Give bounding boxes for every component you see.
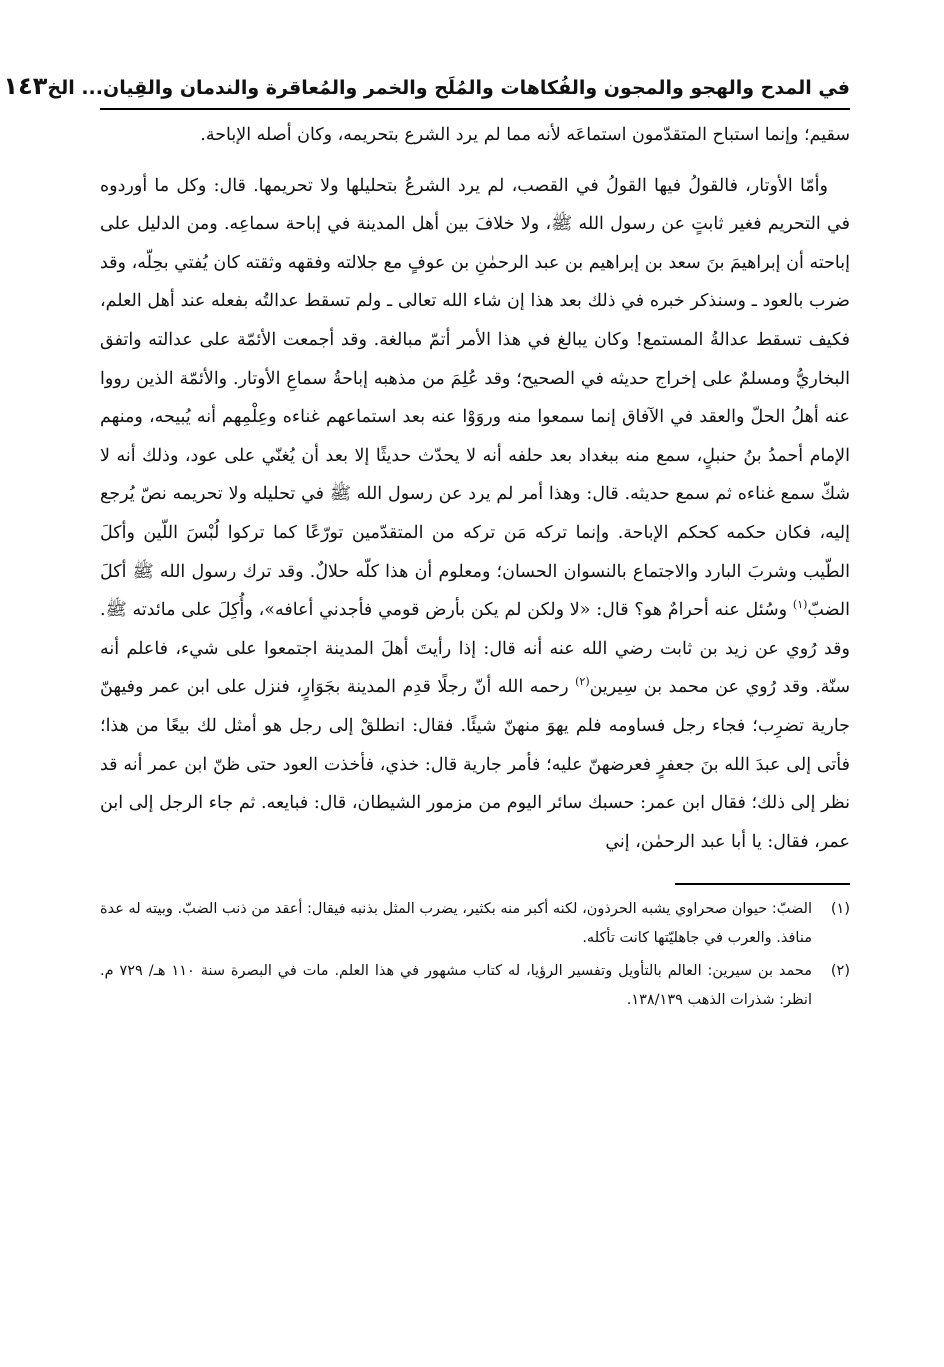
footnote-1 <box>100 895 850 953</box>
footnote-ref-1: (١) <box>792 598 808 612</box>
footnote-2-number: (٢) <box>830 963 850 980</box>
footnotes <box>100 895 850 1015</box>
running-header <box>3 60 850 110</box>
footnote-2-text: محمد بن سيرين: العالم بالتأويل وتفسير الرؤيا، له كتاب مشهور في هذا العلم. مات في البصرة سنة ١١٠ هـ/ ٧٢٩ م. انظر: شذرات الذهب ١٣٨/١٣٩. <box>100 963 812 1009</box>
body-text <box>100 116 850 861</box>
paragraph-2-part-3: رحمه الله أنّ رجلًا قدِم المدينة بجَوَارٍ، فنزل على ابن عمر وفيهنّ جارية تضرِب؛ فجاء رجل فساومه فلم يهوَ منهنّ شيئًا. فقال: انطلقْ إلى رجل هو أمثل لك بيعًا من هذا؛ فأتى إلى عبدَ الله بنَ جعفرٍ فعرضهنّ عليه؛ فأمر جارية قال: خذي، فأخذت العود حتى ظنّ ابن عمر أنه قد نظر إلى ذلك؛ فقال ابن عمر: حسبك سائر اليوم من مزمور الشيطان، قال: فبايعه. ثم جاء الرجل إلى ابن عمر، فقال: يا أبا عبد الرحمٰن، إني <box>100 677 850 852</box>
book-page <box>3 60 850 1019</box>
paragraph-1: سقيم؛ وإنما استباح المتقدّمون استماعَه لأنه مما لم يرد الشرع بتحريمه، وكان أصله الإباحة. <box>200 125 850 145</box>
header-title: في المدح والهجو والمجون والفُكاهات والمُلَح والخمر والمُعاقرة والندمان والقِيان... الخ <box>47 77 850 99</box>
footnote-1-text: الضبّ: حيوان صحراوي يشبه الحرذون، لكنه أكبر منه بكثير، يضرب المثل بذنبه فيقال: أعقد من ذنب الضبّ. وبيته له عدة منافذ. والعرب في جاهليّتها كانت تأكله. <box>100 901 812 947</box>
paragraph-2-part-1: وأمّا الأوتار، فالقولُ فيها القولُ في القصب، لم يرد الشرعُ بتحليلها ولا تحريمها. قال: وكل ما أوردوه في التحريم فغير ثابتٍ عن رسول الله ﷺ، ولا خلافَ بين أهل المدينة في إباحة سماعِه. ومن الدليل على إباحته أن إبراهيمَ بنَ سعد بن إبراهيم بن عبد الرحمٰنِ بن عوفٍ مع جلالته وفقهه وثقته كان يُفتي بحِلّه، وقد ضرب بالعود ـ وسنذكر خبره في ذلك بعد هذا إن شاء الله تعالى ـ ولم تسقط عدالتُه بفعله عند أهل العلم، فكيف تسقط عدالةُ المستمع! وكان يبالغ في هذا الأمر أتمّ مبالغة. وقد أجمعت الأئمّة على عدالته واتفق البخاريُّ ومسلمٌ على إخراج حديثه في الصحيح؛ وقد عُلِمَ من مذهبه إباحةُ سماعِ الأوتار. والأئمّة الذين رووا عنه أهلُ الحلّ والعقد في الآفاق إنما سمعوا منه وروَوْا عنه بعد استماعهم غناءه وعِلْمِهم أنه يُبيحه، ومنهم الإمام أحمدُ بنُ حنبلٍ، سمع منه ببغداد بعد حلفه أنه لا يحدّث حديثًا إلا بعد أن يُغنّي على عود، وذلك أنه لا شكّ سمع غناءه ثم سمع حديثه. قال: وهذا أمر لم يرد عن رسول الله ﷺ في تحليله ولا تحريمه نصّ يُرجع إليه، فكان حكمه كحكم الإباحة. وإنما تركه مَن تركه من المتقدّمين تورّعًا كما تركوا لُبْسَ اللّين وأكلَ الطّيب وشربَ البارد والاجتماع بالنسوان الحسان؛ ومعلوم أن هذا كلّه حلالٌ. وقد ترك رسول الله ﷺ أكلَ الضبّ <box>100 175 850 621</box>
footnote-2 <box>100 957 850 1015</box>
footnote-1-number: (١) <box>830 901 850 918</box>
footnote-ref-2: (٢) <box>575 675 590 689</box>
footnote-separator <box>675 883 850 885</box>
paragraph-2 <box>100 167 850 862</box>
page-number: ١٤٣ <box>3 72 48 100</box>
paragraph-2-part-2: وسُئل عنه أحرامٌ هو؟ قال: «لا ولكن لم يكن بأرض قومي فأجدني أعافه»، وأُكِلَ على مائدته ﷺ. وقد رُوي عن زيد بن ثابت رضي الله عنه أنه قال: إذا رأيتَ أهلَ المدينة اجتمعوا على شيء، فاعلم أنه سنّة. وقد رُوي عن محمد بن سِيرين <box>100 600 850 698</box>
